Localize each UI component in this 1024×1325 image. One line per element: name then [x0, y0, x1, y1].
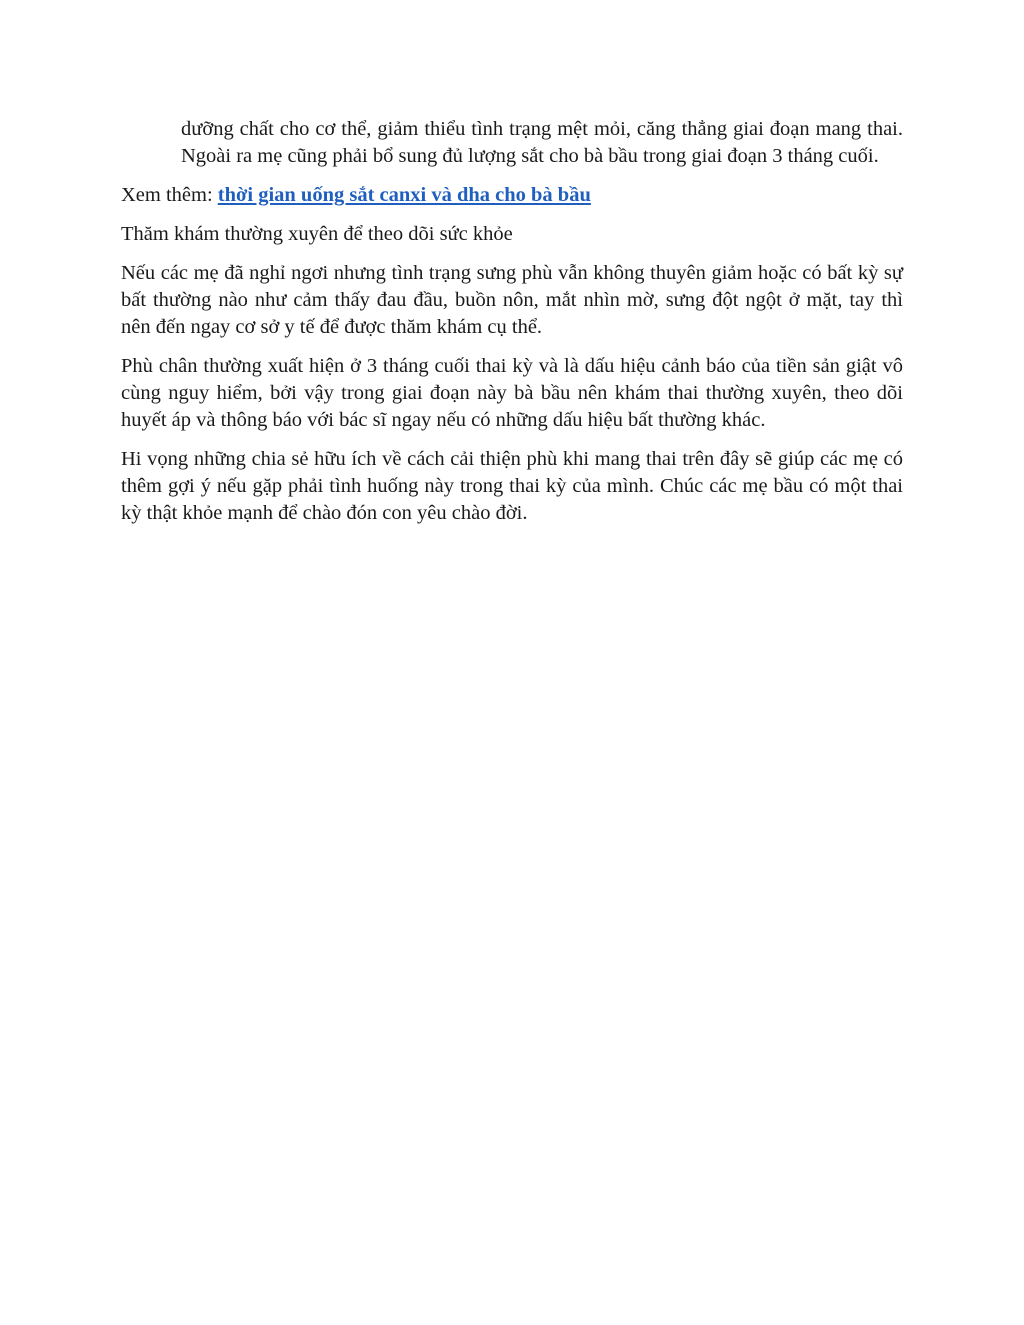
paragraph-symptoms: Nếu các mẹ đã nghỉ ngơi nhưng tình trạng sưng phù vẫn không thuyên giảm hoặc có bất kỳ sự bất thường nào như cảm thấy đau đầu, buồn nôn, mắt nhìn mờ, sưng đột ngột ở mặt, tay thì nên đến ngay cơ sở y tế để được thăm khám cụ thể.: [121, 262, 903, 338]
see-more-link[interactable]: thời gian uống sắt canxi và dha cho bà bầu: [217, 184, 591, 206]
see-more-label: Xem thêm:: [121, 184, 218, 206]
paragraph-conclusion: Hi vọng những chia sẻ hữu ích về cách cải thiện phù khi mang thai trên đây sẽ giúp các mẹ có thêm gợi ý nếu gặp phải tình huống này trong thai kỳ của mình. Chúc các mẹ bầu có một thai kỳ thật khỏe mạnh để chào đón con yêu chào đời.: [121, 448, 903, 524]
paragraph-warning: Phù chân thường xuất hiện ở 3 tháng cuối thai kỳ và là dấu hiệu cảnh báo của tiền sản giật vô cùng nguy hiểm, bởi vậy trong giai đoạn này bà bầu nên khám thai thường xuyên, theo dõi huyết áp và thông báo với bác sĩ ngay nếu có những dấu hiệu bất thường khác.: [121, 355, 903, 431]
document-page: [121, 116, 903, 539]
section-heading: Thăm khám thường xuyên để theo dõi sức khỏe: [121, 223, 513, 245]
paragraph-nutrition: dưỡng chất cho cơ thể, giảm thiểu tình trạng mệt mỏi, căng thẳng giai đoạn mang thai. Ngoài ra mẹ cũng phải bổ sung đủ lượng sắt cho bà bầu trong giai đoạn 3 tháng cuối.: [181, 118, 903, 167]
see-more-line: [121, 182, 903, 209]
